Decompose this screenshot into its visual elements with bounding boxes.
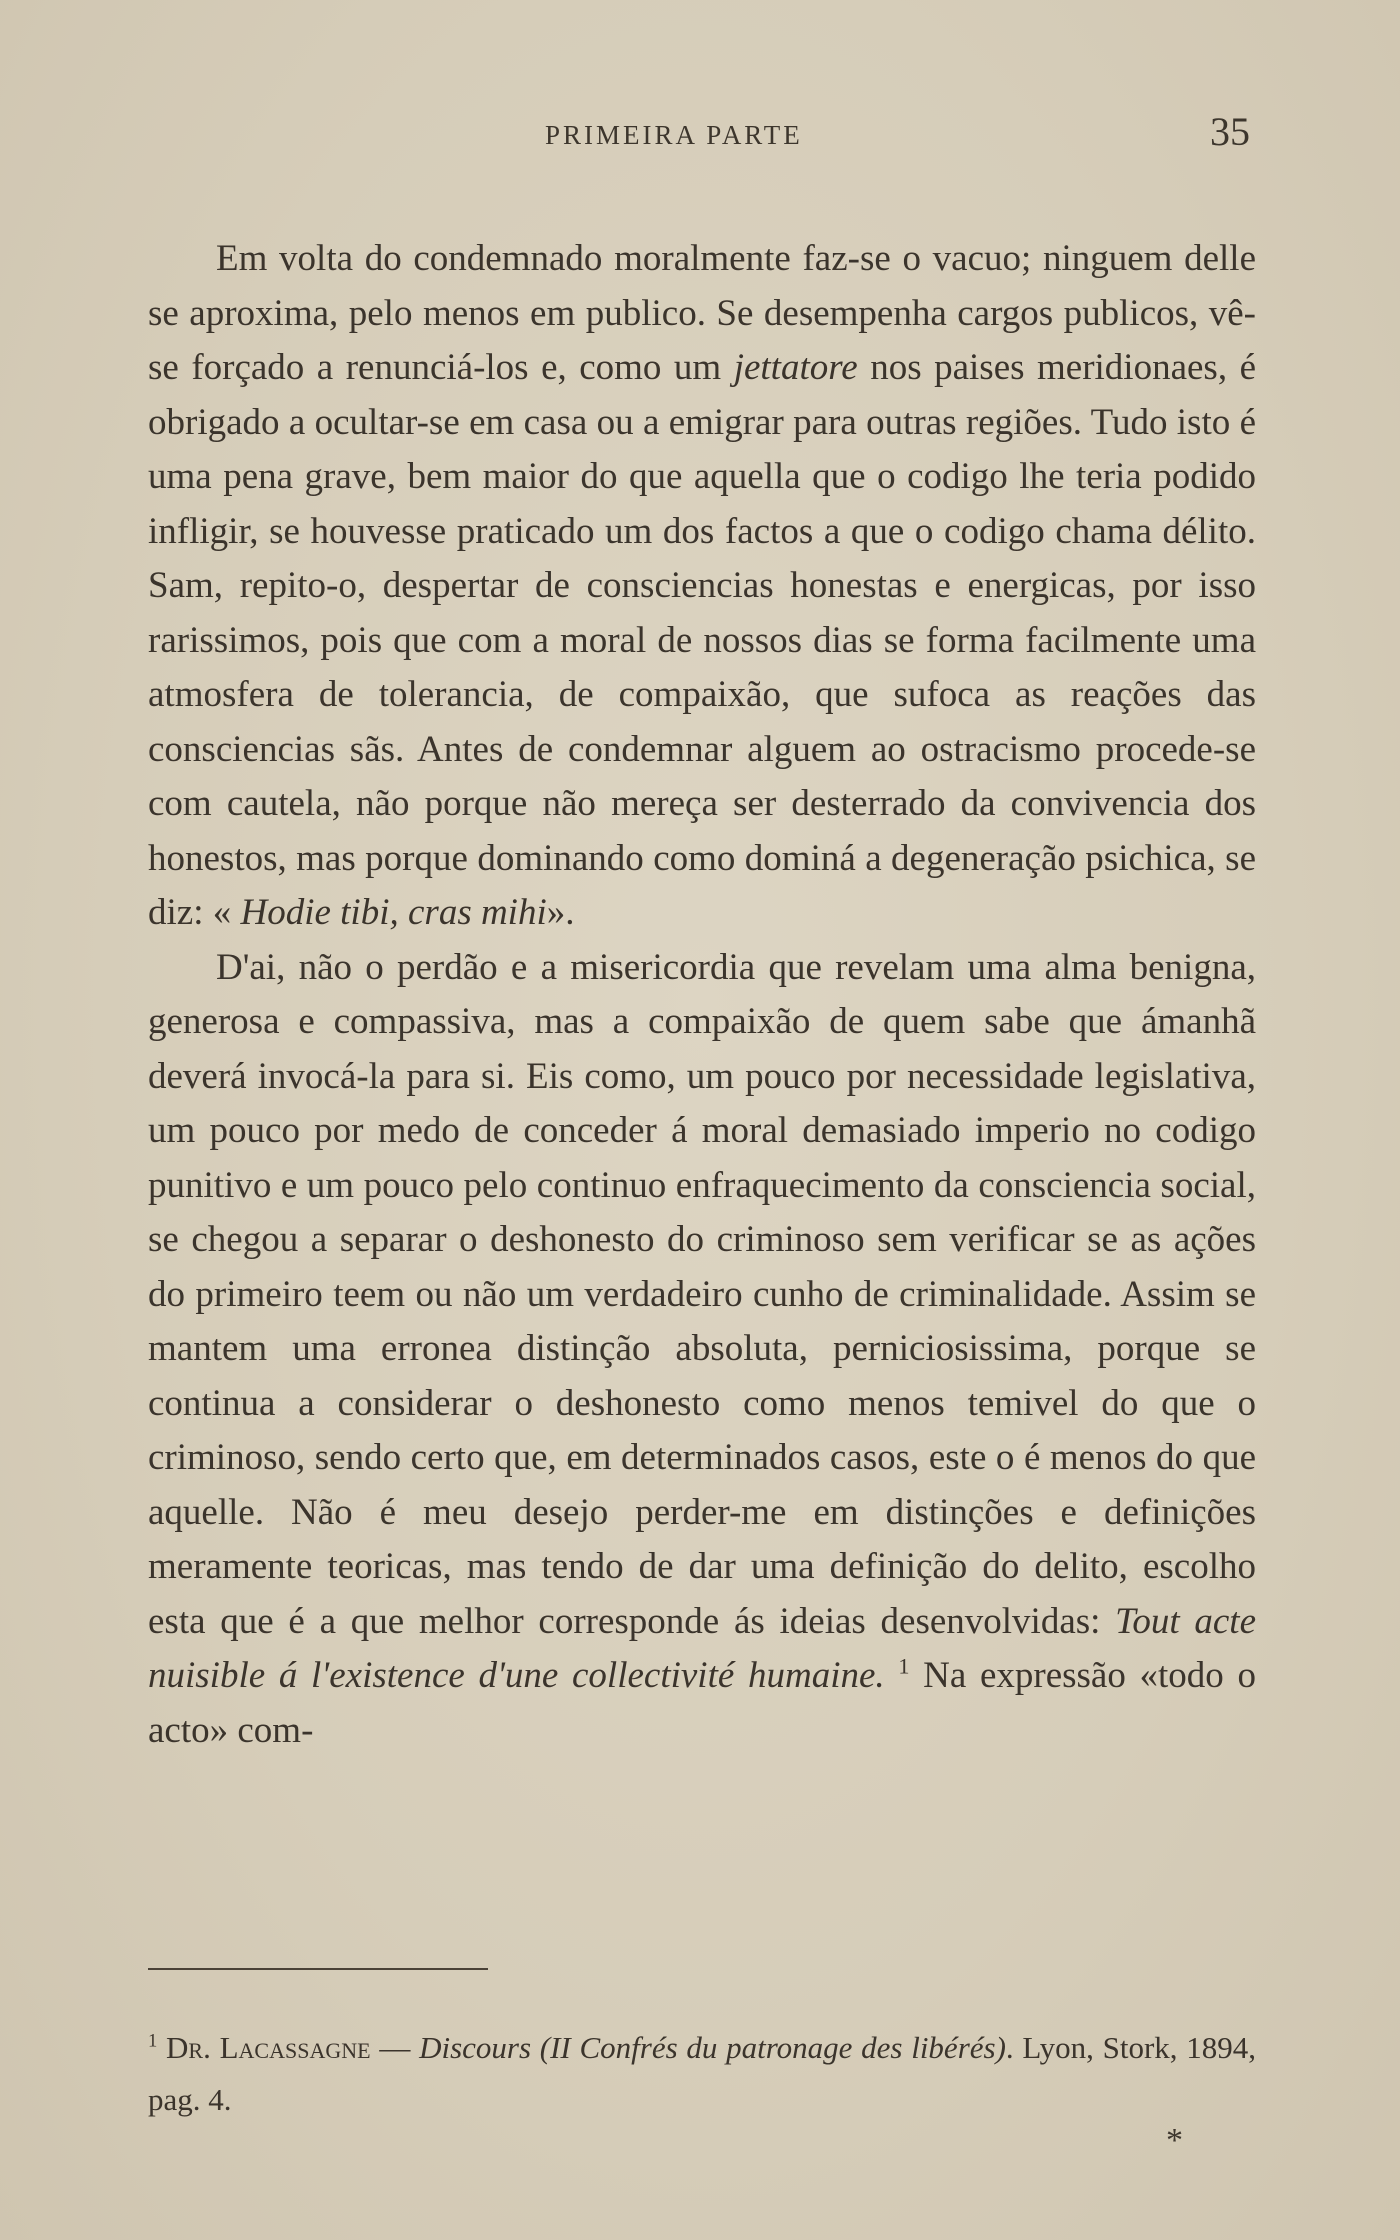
footnote-author: Dr. Lacassagne xyxy=(166,2030,371,2065)
footnote-marker: 1 xyxy=(148,2030,158,2052)
quote-close: ». xyxy=(546,892,575,933)
footnote-title: Discours (II Confrés du patronage des libérés) xyxy=(419,2030,1006,2065)
signature-mark: * xyxy=(1166,2122,1183,2159)
latin-quote: Hodie tibi, cras mihi xyxy=(240,892,547,933)
paragraph-1 xyxy=(148,232,1256,941)
running-head: PRIMEIRA PARTE xyxy=(545,120,803,150)
definition-quote: Tout acte nuisible á l'existence d'une collectivité humaine. xyxy=(148,1600,1256,1696)
paragraph-1-text-b: nos paises meridionaes, é obrigado a ocultar-se em casa ou a emigrar para outras regiões. Tudo isto é uma pena grave, bem maior do que aquella que o codigo lhe teria podido infligir, se houvesse praticado um dos factos a que o codigo chama délito. Sam, repito-o, despertar de consciencias honestas e energicas, por isso rarissimos, pois que com a moral de nossos dias se forma facilmente uma atmosfera de tolerancia, de compaixão, que sufoca as reações das consciencias sãs. Antes de condemnar alguem ao ostracismo procede-se com cautela, não porque não mereça ser desterrado da convivencia dos honestos, mas porque dominando como dominá a degeneração psichica, se diz: xyxy=(148,347,1256,933)
paragraph-2-text: D'ai, não o perdão e a misericordia que revelam uma alma benigna, generosa e compassiva, mas a compaixão de quem sabe que ámanhã deverá invocá-la para si. Eis como, um pouco por necessidade legislativa, um pouco por medo de conceder á moral demasiado imperio no codigo punitivo e um pouco pelo continuo enfraquecimento da consciencia social, se chegou a separar o deshonesto do criminoso sem verificar se as ações do primeiro teem ou não um verdadeiro cunho de criminalidade. Assim se mantem uma erronea distinção absoluta, perniciosissima, porque se continua a considerar o deshonesto como menos temivel do que o criminoso, sendo certo que, em determinados casos, este o é menos do que aquelle. Não é meu desejo perder-me em distinções e definições meramente teoricas, mas tendo de dar uma definição do delito, escolho esta que é a que melhor corresponde ás ideias desenvolvidas: xyxy=(148,946,1256,1642)
paragraph-2 xyxy=(148,941,1256,1759)
footnote-rest: . Lyon, Stork, 1894, pag. 4. xyxy=(148,2030,1257,2117)
body-text xyxy=(148,232,1256,1758)
footnote-rule xyxy=(148,1968,488,1970)
italic-term: jettatore xyxy=(733,347,858,388)
page-number: 35 xyxy=(1210,109,1250,154)
quote-open: « xyxy=(212,892,232,933)
paragraph-1-text: Em volta do condemnado moralmente faz-se o vacuo; ninguem delle se aproxima, pelo menos em publico. Se desempenha cargos publicos, vê-se forçado a renunciá-los e, como um xyxy=(148,238,1256,388)
paragraph-2-text-end: Na expressão «todo o acto» com- xyxy=(148,1655,1256,1751)
footnote-reference: 1 xyxy=(898,1653,910,1679)
footnote xyxy=(148,2022,1256,2126)
footnote-dash: — xyxy=(379,2030,411,2065)
